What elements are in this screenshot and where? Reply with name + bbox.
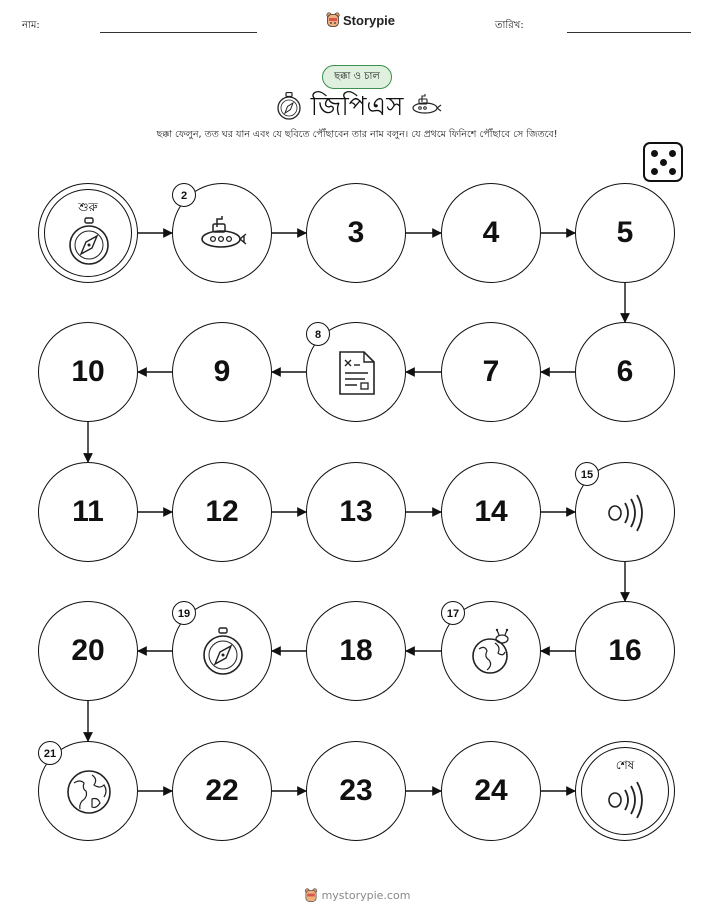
board-cell[interactable]: [441, 462, 541, 562]
board-cell[interactable]: [38, 462, 138, 562]
cell-number: 20: [71, 634, 105, 667]
signal-icon: [601, 488, 651, 538]
board-cell[interactable]: [172, 322, 272, 422]
start-cell[interactable]: [38, 183, 138, 283]
cell-number-badge: 19: [172, 601, 196, 625]
cell-number: 7: [482, 355, 500, 388]
board-cell[interactable]: [441, 183, 541, 283]
compass-icon: [64, 217, 114, 267]
board-cell[interactable]: [306, 322, 406, 422]
board-cell[interactable]: [38, 601, 138, 701]
board-cell[interactable]: [441, 322, 541, 422]
document-icon: [332, 348, 382, 398]
brand-name: Storypie: [343, 12, 396, 28]
board-cell[interactable]: [441, 601, 541, 701]
cell-number: 6: [616, 355, 634, 388]
cell-number-badge: 2: [172, 183, 196, 207]
cell-number: 16: [608, 634, 642, 667]
board-cell[interactable]: [575, 183, 675, 283]
board-cell[interactable]: [306, 183, 406, 283]
signal-icon: [601, 775, 651, 825]
submarine-icon: [198, 209, 248, 259]
cell-number: 22: [205, 774, 239, 807]
board-cell[interactable]: [172, 183, 272, 283]
cell-number: 4: [482, 216, 500, 249]
cell-number-badge: 15: [575, 462, 599, 486]
instructions: ছক্কা ফেলুন, তত ঘর যান এবং যে ছবিতে পৌঁছাবেন তার নাম বলুন। যে প্রথমে ফিনিশে পৌঁছাবে সে জিতবে!: [156, 129, 558, 140]
footer-url[interactable]: mystorypie.com: [321, 889, 411, 902]
cell-number: 13: [339, 495, 373, 528]
page-title: জিপিএস: [310, 92, 404, 122]
cell-number: 18: [339, 634, 373, 667]
board-cell[interactable]: [306, 462, 406, 562]
board-cell[interactable]: [306, 741, 406, 841]
cell-number: 24: [474, 774, 508, 807]
board-cell[interactable]: [575, 322, 675, 422]
planet-icon: [467, 627, 517, 677]
cell-number: 11: [72, 495, 104, 528]
compass-icon: [198, 627, 248, 677]
cell-number: 9: [213, 355, 231, 388]
board-cell[interactable]: [172, 741, 272, 841]
cell-number: 5: [616, 216, 634, 249]
cell-number: 12: [205, 495, 239, 528]
cell-number-badge: 8: [306, 322, 330, 346]
cell-number: 10: [71, 355, 105, 388]
name-label: নাম:: [22, 20, 40, 31]
board-cell[interactable]: [38, 741, 138, 841]
date-label: তারিখ:: [495, 20, 524, 31]
globe-icon: [64, 767, 114, 817]
footer: [0, 888, 714, 903]
cell-number-badge: 21: [38, 741, 62, 765]
bear-mascot-icon: [304, 888, 318, 903]
finish-cell[interactable]: [575, 741, 675, 841]
board-cell[interactable]: [306, 601, 406, 701]
start-label: শুরু: [78, 200, 98, 214]
board-cell[interactable]: [575, 462, 675, 562]
board-cell[interactable]: [172, 601, 272, 701]
cell-number: 3: [347, 216, 365, 249]
cell-number: 14: [474, 495, 508, 528]
cell-number: 23: [339, 774, 373, 807]
cell-number-badge: 17: [441, 601, 465, 625]
activity-tag: ছক্কা ও চাল: [322, 65, 392, 89]
board-cell[interactable]: [441, 741, 541, 841]
board-cell[interactable]: [38, 322, 138, 422]
board-cell[interactable]: [172, 462, 272, 562]
finish-label: শেষ: [615, 758, 635, 772]
board-cell[interactable]: [575, 601, 675, 701]
